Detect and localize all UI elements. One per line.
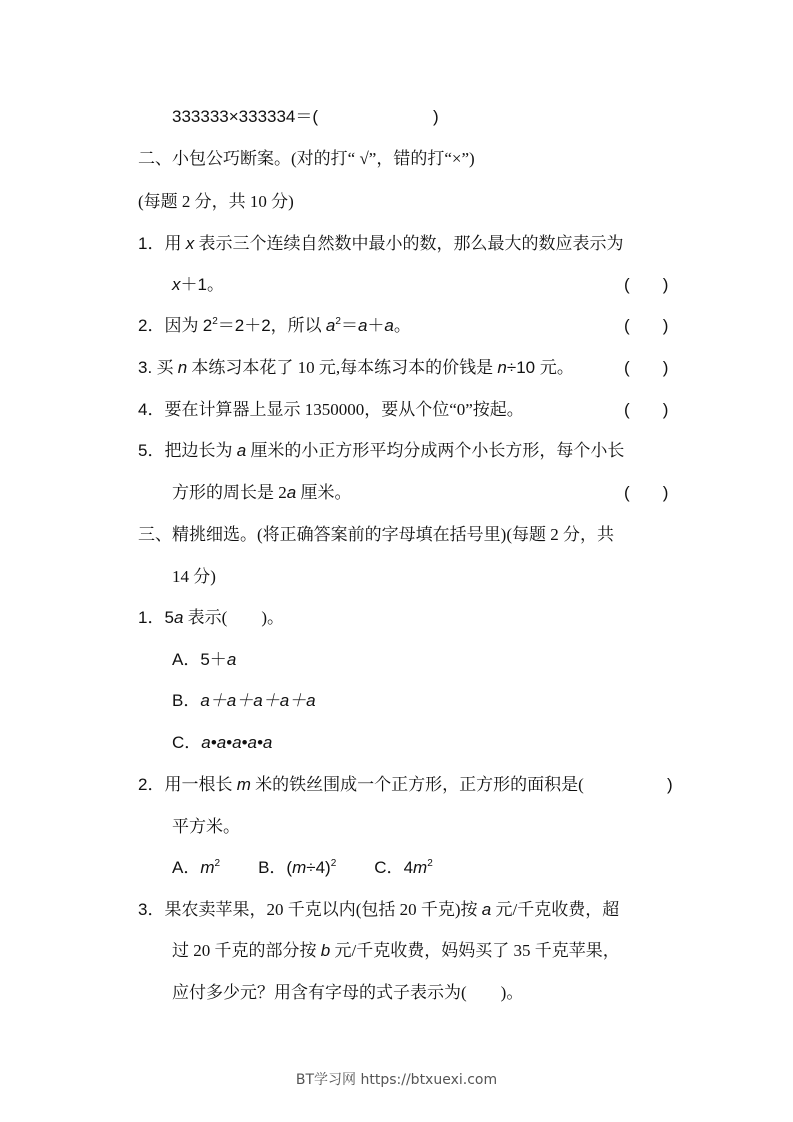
judge-item-1-line2: x＋1。: [172, 275, 224, 294]
q2-option-c[interactable]: C．$4m^2$: [374, 858, 433, 877]
top-equation: [172, 106, 318, 128]
q2-options: [172, 857, 433, 879]
judge-item-1: 1．用 x 表示三个连续自然数中最小的数，那么最大的数应表示为: [138, 234, 624, 253]
choice-question-3-line3: 应付多少元？用含有字母的式子表示为( )。: [172, 983, 524, 1002]
choice-question-1: 1．5a 表示( )。: [138, 608, 284, 627]
answer-blank-2[interactable]: ( ): [624, 316, 669, 335]
judge-item-3: 3. 买 n 本练习本花了 10 元,每本练习本的价钱是 n÷10 元。: [138, 358, 574, 377]
section2-title: 二、小包公巧断案。(对的打“ √”，错的打“×”): [138, 149, 475, 168]
answer-blank-3[interactable]: ( ): [624, 358, 669, 377]
answer-blank-1[interactable]: ( ): [624, 275, 669, 294]
q1-option-c[interactable]: C．a•a•a•a•a: [172, 733, 273, 752]
choice-question-2: 2．用一根长 m 米的铁丝围成一个正方形，正方形的面积是(: [138, 775, 584, 794]
equation-close-paren: ): [433, 107, 439, 126]
q1-option-a[interactable]: A．5＋a: [172, 650, 237, 669]
choice-question-3: 3．果农卖苹果，20 千克以内(包括 20 千克)按 a 元/千克收费，超: [138, 900, 620, 919]
choice-question-2-line2: 平方米。: [172, 817, 240, 836]
footer-watermark: BT学习网 https://btxuexi.com: [295, 1072, 498, 1088]
choice-question-3-line2: 过 20 千克的部分按 b 元/千克收费，妈妈买了 35 千克苹果，: [172, 941, 620, 960]
section2-score: (每题 2 分，共 10 分): [138, 192, 294, 211]
equation-expression: 333333×333334＝(: [172, 107, 319, 126]
judge-item-4: 4．要在计算器上显示 1350000，要从个位“0”按起。: [138, 400, 524, 419]
q2-option-a[interactable]: A．$m^2$: [172, 858, 221, 877]
answer-blank-4[interactable]: ( ): [624, 400, 669, 419]
judge-item-5: 5．把边长为 a 厘米的小正方形平均分成两个小长方形，每个小长: [138, 441, 625, 460]
judge-item-2: 2．因为 $2^2=2+2$，所以 $a^2=a+a$。: [138, 316, 411, 335]
section3-score: 14 分): [172, 567, 216, 586]
section3-title: 三、精挑细选。(将正确答案前的字母填在括号里)(每题 2 分，共: [138, 525, 614, 544]
item-number: 1．: [138, 234, 165, 253]
q2-option-b[interactable]: B．$(m\div 4)^2$: [258, 858, 337, 877]
judge-item-5-line2: 方形的周长是 2a 厘米。: [172, 483, 352, 502]
q1-option-b[interactable]: B．a＋a＋a＋a＋a: [172, 691, 316, 710]
q2-close-paren: ): [667, 775, 673, 794]
answer-blank-5[interactable]: ( ): [624, 483, 669, 502]
